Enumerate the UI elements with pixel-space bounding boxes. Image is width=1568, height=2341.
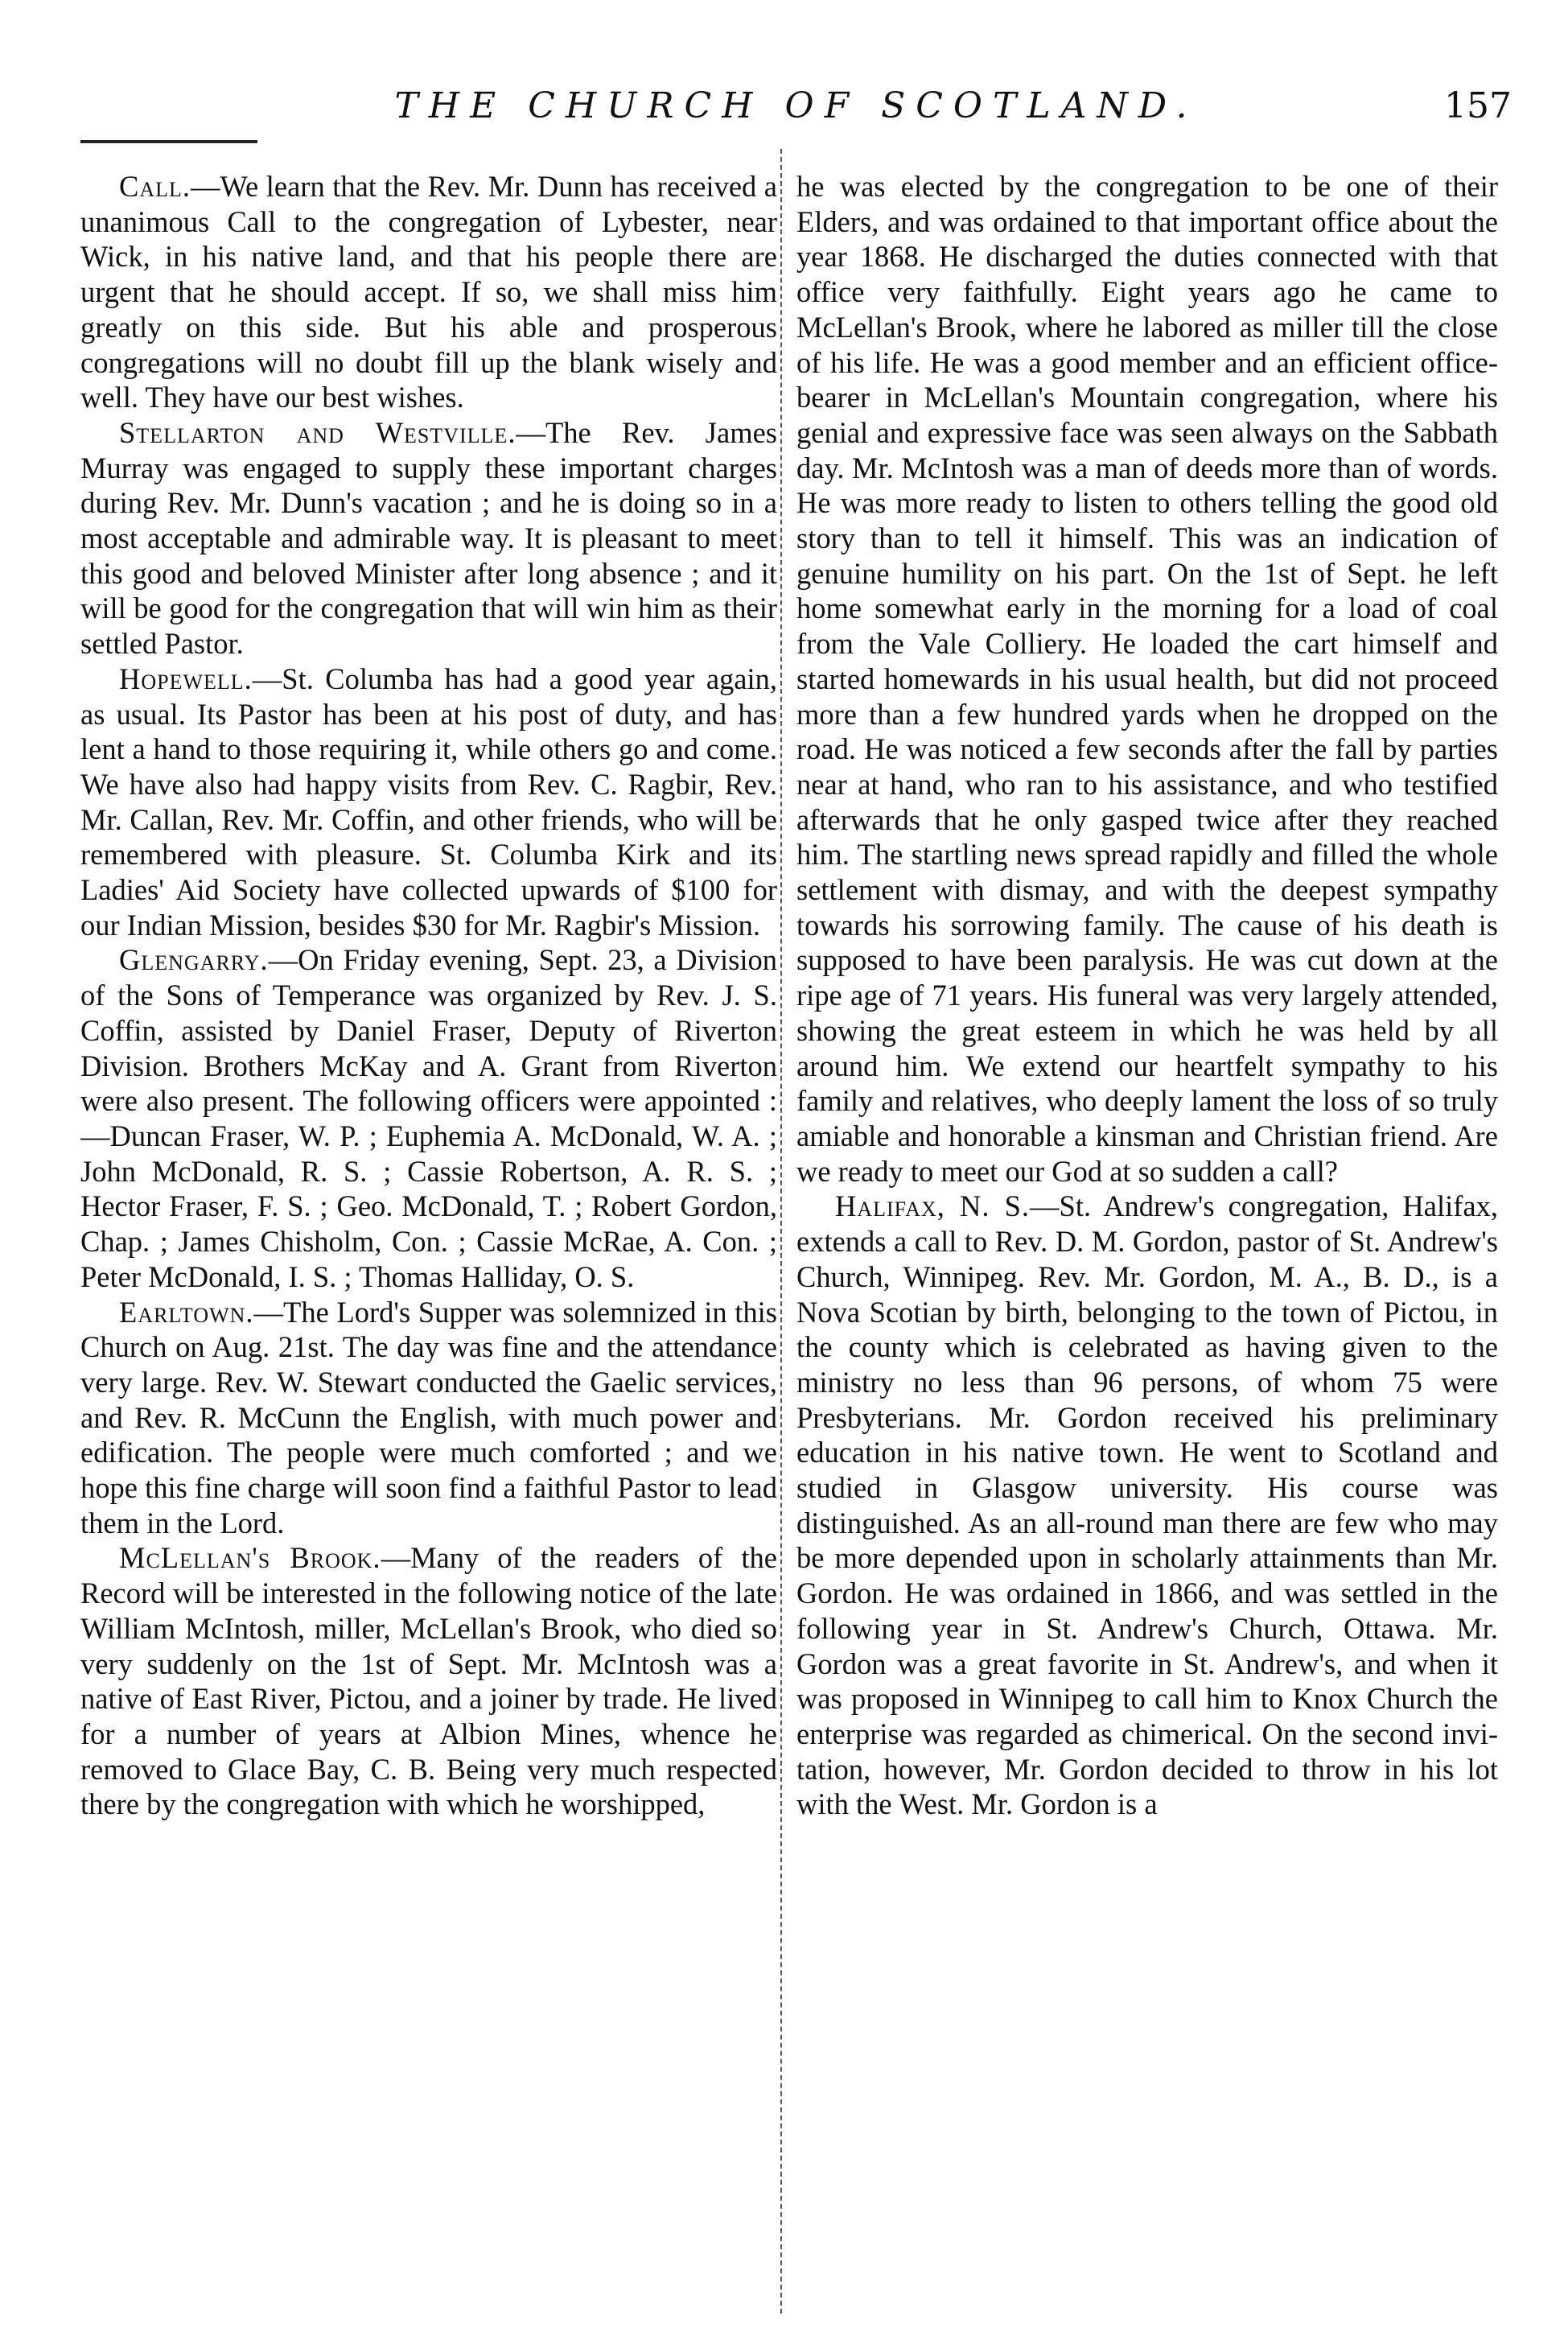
item-text: he was elected by the congregation to be one of their Elders, and was ordained to that important office about the year 1868. He discharged the duties connected with that office very faithfully. Eight years ago he came to McLellan's Brook, where he labored as miller till the close of his life. He was a good member and an efficient office-bearer in McLellan's Mountain congregation, where his genial and expressive face was seen always on the Sabbath day. Mr. McIntosh was a man of deeds more than of words. He was more ready to listen to others telling the good old story than to tell it himself. This was an indication of genuine humility on his part. On the 1st of Sept. he left home somewhat early in the morning for a load of coal from the Vale Colliery. He loaded the cart himself and started homewards in his usual health, but did not proceed more than a few hundred yards when he dropped on the road. He was noticed a few seconds after the fall by parties near at hand, who ran to his assistance, and who testified afterwards that he only gasped twice after they reached him. The startling news spread rapidly and filled the whole settlement with dismay, and with the deepest sympathy towards his sorrowing family. The cause of his death is supposed to have been paralysis. He was cut down at the ripe age of 71 years. His funeral was very largely attended, showing the great esteem in which he was held by all around him. We extend our heartfelt sympathy to his family and relatives, who deeply lament the loss of so truly amiable and honorable a kinsman and Christian friend. Are we ready to meet our God at so sudden a call?: [796, 170, 1498, 1188]
item-mclellans-brook-continued: [796, 169, 1498, 1189]
item-text: —The Rev. James Murray was engaged to supply these important charges during Rev. Mr. Dunn's vacation ; and he is doing so in a most acceptable and admirable way. It is pleasant to meet this good and beloved Minister after long absence ; and it will be good for the congregation that will win him as their settled Pastor.: [80, 415, 777, 661]
item-heading: Halifax, N. S.: [835, 1189, 1031, 1223]
left-column: [80, 169, 777, 2318]
item-heading: Stellarton and Westville.: [119, 415, 516, 449]
item-hopewell: [80, 661, 777, 943]
item-call: [80, 169, 777, 415]
item-heading: Glengarry.: [119, 943, 269, 977]
item-heading: Hopewell.: [119, 661, 253, 695]
item-stellarton-westville: [80, 415, 777, 661]
item-halifax: [796, 1189, 1498, 1822]
item-text: —St. Columba has had a good year again, as usual. Its Pastor has been at his post of duty, and has lent a hand to those requiring it, while others go and come. We have also had happy visits from Rev. C. Ragbir, Rev. Mr. Callan, Rev. Mr. Coffin, and other friends, who will be remembered with pleasure. St. Columba Kirk and its Ladies' Aid Society have collected upwards of $100 for our Indian Mission, besides $30 for Mr. Ragbir's Mission.: [80, 661, 777, 942]
item-heading: McLellan's Brook.: [119, 1541, 381, 1575]
header-ornament-rule: [80, 140, 257, 143]
item-text: —On Friday evening, Sept. 23, a Division of the Sons of Temperance was organized by Rev. J. S. Coffin, assisted by Daniel Fraser, Deputy of Riverton Division. Brothers McKay and A. Grant from Riverton were also present. The following officers were appointed :—Duncan Fraser, W. P. ; Euphemia A. McDonald, W. A. ; John McDonald, R. S. ; Cassie Robertson, A. R. S. ; Hector Fraser, F. S. ; Geo. McDonald, T. ; Robert Gordon, Chap. ; James Chisholm, Con. ; Cassie McRae, A. Con. ; Peter McDonald, I. S. ; Thomas Halliday, O. S.: [80, 943, 777, 1293]
item-heading: Earltown.: [119, 1295, 254, 1329]
running-head: [80, 84, 1512, 140]
item-text: —The Lord's Supper was solemnized in this Church on Aug. 21st. The day was fine and the attendance very large. Rev. W. Stewart conducted the Gaelic services, and Rev. R. McCunn the English, with much power and edification. The people were much comforted ; and we hope this fine charge will soon find a faithful Pastor to lead them in the Lord.: [80, 1295, 777, 1539]
page-number: 157: [1444, 85, 1512, 126]
item-text: —We learn that the Rev. Mr. Dunn has received a unanimous Call to the congregation of Lybester, near Wick, in his native land, and that his people there are urgent that he should accept. If so, we shall miss him greatly on this side. But his able and prosperous congregations will no doubt fill up the blank wisely and well. They have our best wishes.: [80, 170, 777, 414]
item-glengarry: [80, 942, 777, 1294]
item-text: —Many of the readers of the Record will be interested in the following notice of the late William McIntosh, miller, McLellan's Brook, who died so very suddenly on the 1st of Sept. Mr. McIntosh was a native of East River, Pictou, and a joiner by trade. He lived for a number of years at Albion Mines, whence he removed to Glace Bay, C. B. Being very much respected there by the congregation with which he worshipped,: [80, 1541, 777, 1821]
item-mclellans-brook: [80, 1540, 777, 1822]
column-divider: [780, 149, 782, 2314]
right-column: [796, 169, 1498, 2318]
item-heading: Call.: [119, 170, 191, 203]
running-title: THE CHURCH OF SCOTLAND.: [394, 85, 1198, 126]
item-text: —St. Andrew's congregation, Halifax, extends a call to Rev. D. M. Gordon, pastor of St. Andrew's Church, Winnipeg. Rev. Mr. Gordon, M. A., B. D., is a Nova Scotian by birth, belonging to the town of Pictou, in the county which is celebrated as having given to the ministry no less than 96 persons, of whom 75 were Presbyterians. Mr. Gordon received his preliminary education in his native town. He went to Scotland and studied in Glasgow university. His course was distinguished. As an all-round man there are few who may be more depended upon in scholarly attainments than Mr. Gordon. He was ordained in 1866, and was settled in the following year in St. Andrew's Church, Ottawa. Mr. Gordon was a great favorite in St. Andrew's, and when it was proposed in Winnipeg to call him to Knox Church the enterprise was regarded as chimerical. On the second invitation, however, Mr. Gordon decided to throw in his lot with the West. Mr. Gordon is a: [796, 1189, 1498, 1821]
item-earltown: [80, 1295, 777, 1541]
